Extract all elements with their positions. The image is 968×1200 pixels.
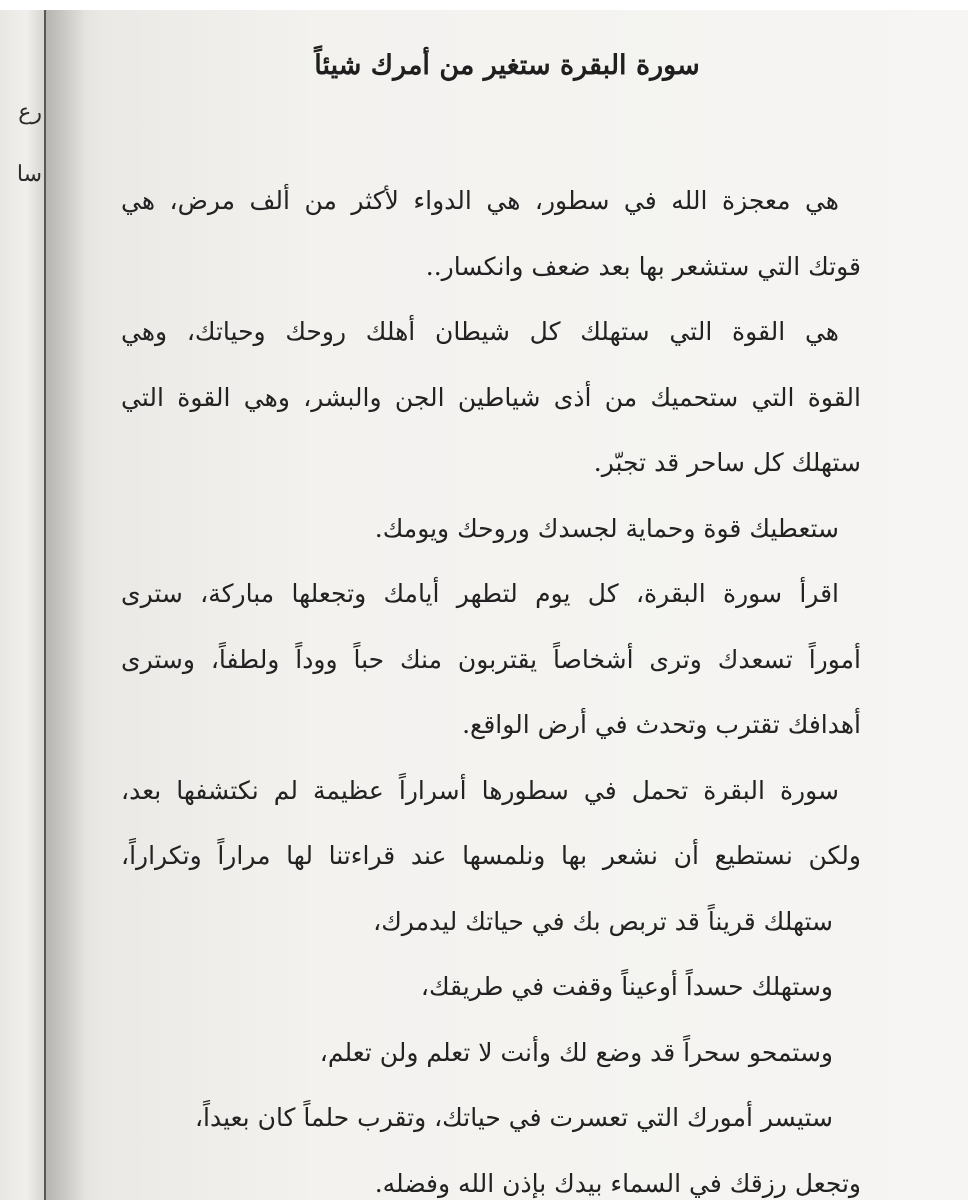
text-line: اقرأ سورة البقرة، كل يوم لتطهر أيامك وتجعلها مباركة، سترى: [121, 579, 839, 608]
text-line: ستهلك كل ساحر قد تجبّر.: [593, 448, 861, 477]
text-line: ولكن نستطيع أن نشعر بها ونلمسها عند قراءتنا لها مراراً وتكراراً،: [121, 841, 861, 870]
text-line: ستعطيك قوة وحماية لجسدك وروحك ويومك.: [374, 513, 839, 543]
text-line: هي القوة التي ستهلك كل شيطان أهلك روحك وحياتك، وهي: [121, 317, 839, 346]
text-line: سورة البقرة تحمل في سطورها أسراراً عظيمة لم نكتشفها بعد،: [121, 775, 839, 805]
text-line: ستهلك قريناً قد تربص بك في حياتك ليدمرك،: [373, 906, 833, 936]
page-gutter-shadow: [46, 10, 86, 1200]
page-body: [121, 176, 861, 1200]
text-line: وستمحو سحراً قد وضع لك وأنت لا تعلم ولن تعلم،: [319, 1037, 833, 1067]
text-line: القوة التي ستحميك من أذى شياطين الجن والبشر، وهي القوة التي: [121, 382, 861, 412]
chapter-heading: سورة البقرة ستغير من أمرك شيئاً: [314, 50, 700, 81]
left-page-text-fragment: رع: [18, 100, 42, 125]
text-line: ستيسر أمورك التي تعسرت في حياتك، وتقرب حلماً كان بعيداً،: [194, 1103, 833, 1132]
left-page-edge: [0, 10, 46, 1200]
text-line: وتجعل رزقك في السماء بيدك بإذن الله وفضله.: [374, 1168, 861, 1198]
text-line: قوتك التي ستشعر بها بعد ضعف وانكسار..: [425, 251, 861, 281]
text-line: أموراً تسعدك وترى أشخاصاً يقتربون منك حباً ووداً ولطفاً، وسترى: [121, 644, 861, 674]
text-line: أهدافك تقترب وتحدث في أرض الواقع.: [462, 710, 861, 739]
book-page: [46, 10, 968, 1200]
text-line: هي معجزة الله في سطور، هي الدواء لأكثر من ألف مرض، هي: [121, 186, 839, 215]
left-page-text-fragment: سا: [16, 162, 42, 187]
text-line: وستهلك حسداً أوعيناً وقفت في طريقك،: [420, 972, 833, 1001]
